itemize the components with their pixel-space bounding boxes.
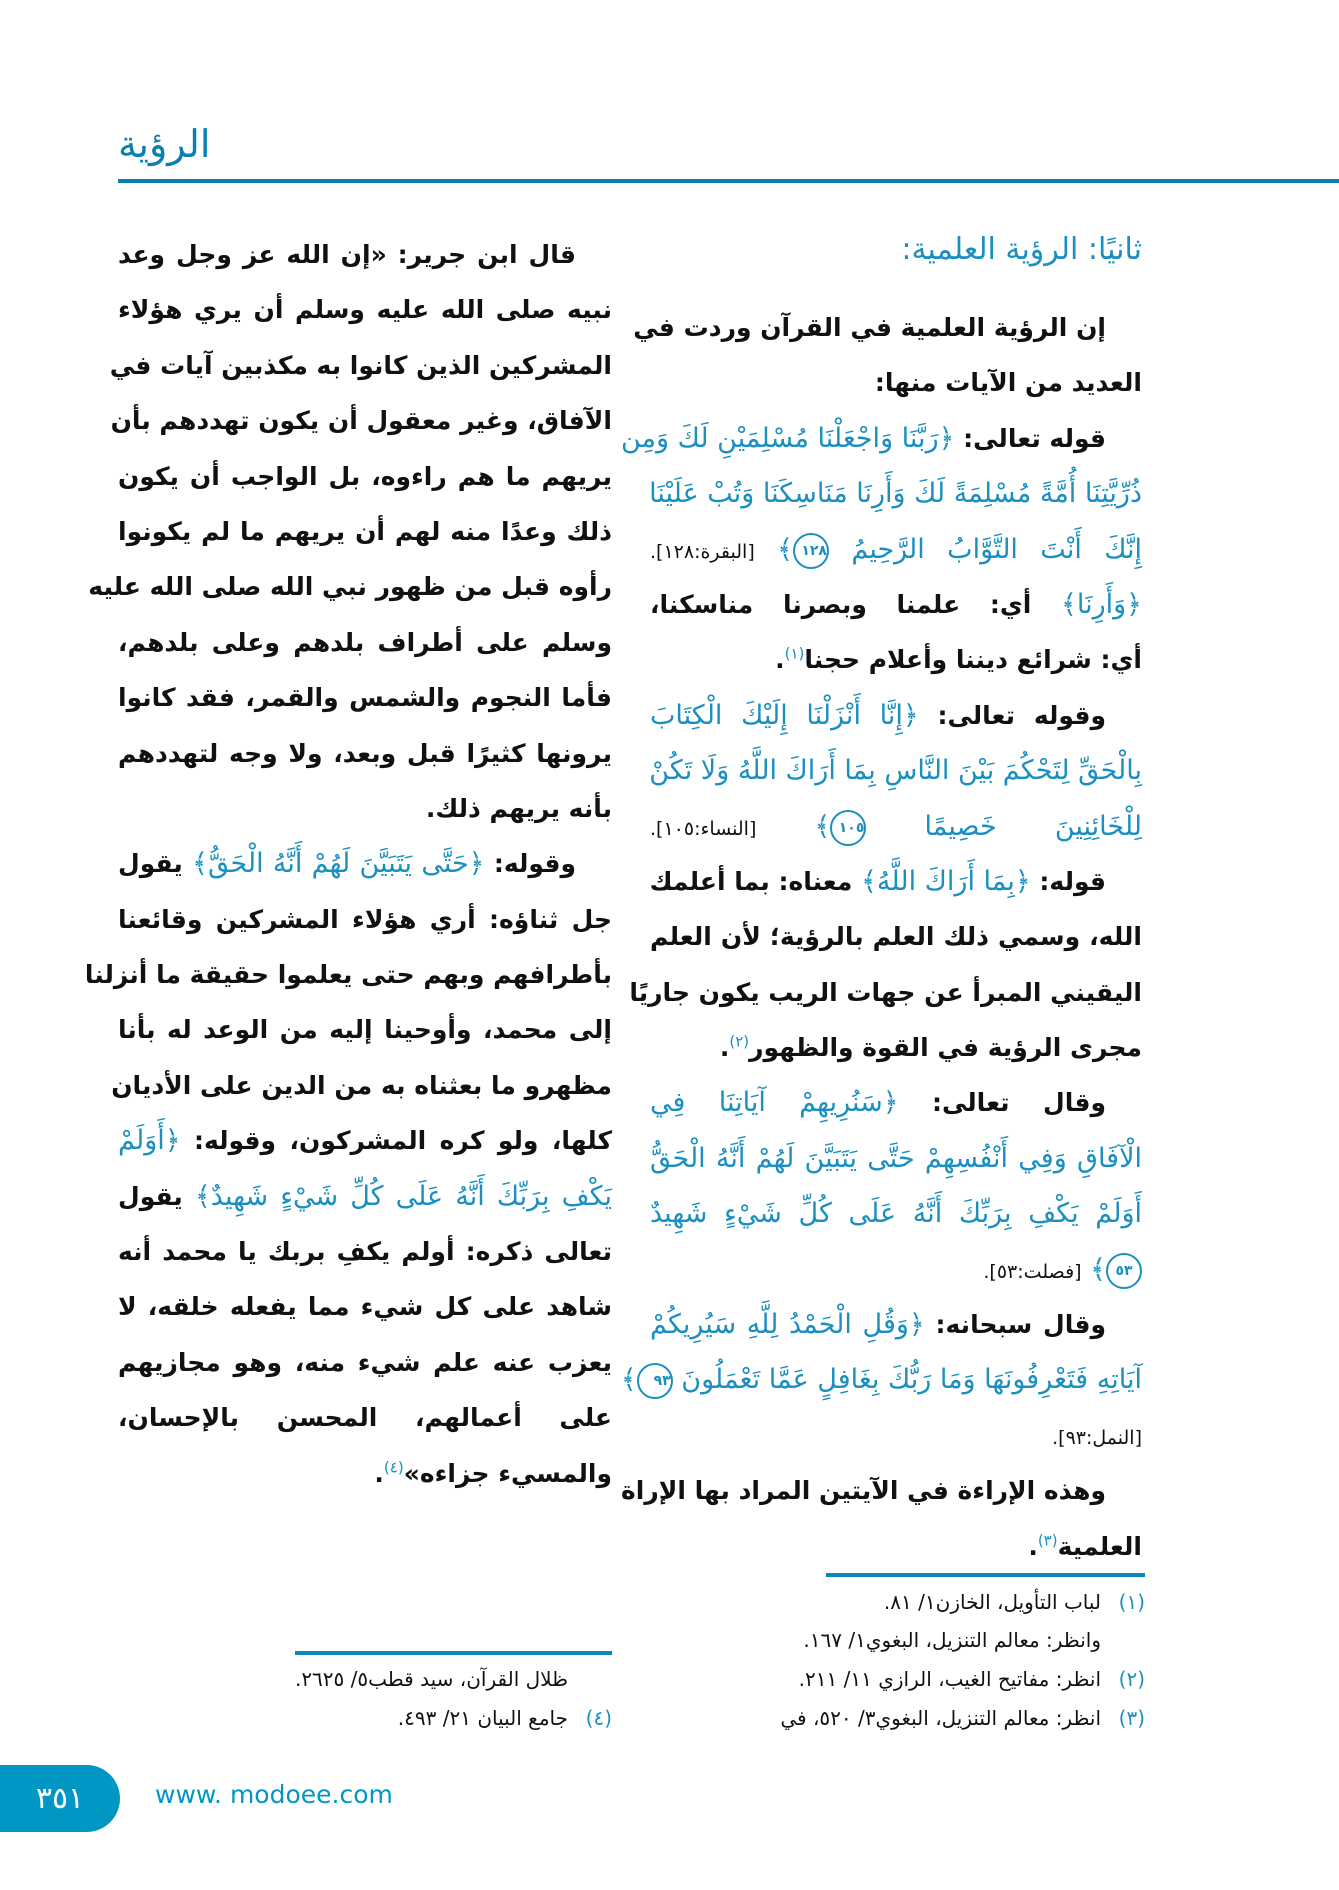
quran-verse: ﴾: [1081, 1253, 1106, 1285]
quran-verse: لِلْخَائِنِينَ خَصِيمًا: [866, 810, 1142, 842]
footnote-marker[interactable]: (٤): [383, 1458, 404, 1477]
text-line: [629, 965, 1142, 1020]
quran-verse: ﴿وَقُلِ الْحَمْدُ لِلَّهِ سَيُرِيكُمْ: [650, 1309, 925, 1341]
text-line: [118, 1113, 612, 1168]
ayah-number: ١٠٥: [830, 810, 866, 846]
footnote: [884, 1590, 1145, 1614]
quran-verse: ذُرِّيَّتِنَا أُمَّةً مُسْلِمَةً لَكَ وَأَرِنَا مَنَاسِكَنَا وَتُبْ عَلَيْنَا: [649, 478, 1142, 510]
quran-verse: ﴿أَوَلَمْ: [118, 1125, 181, 1157]
text-line: [118, 282, 612, 337]
text-segment: قوله تعالى:: [954, 423, 1106, 453]
text-line: [118, 836, 612, 891]
quran-verse: ﴿وَأَرِنَا﴾: [1061, 588, 1142, 620]
quran-verse: يَكْفِ بِرَبِّكَ أَنَّهُ عَلَى كُلِّ شَيْءٍ شَهِيدٌ﴾: [194, 1180, 612, 1212]
text-line: [633, 300, 1142, 355]
footnote-rule-right: [826, 1573, 1145, 1577]
quran-verse: ﴿إِنَّا أَنْزَلْنَا إِلَيْكَ الْكِتَابَ: [650, 699, 919, 731]
quran-verse: ﴿بِمَا أَرَاكَ اللَّهُ﴾: [861, 865, 1031, 897]
text-segment: أي: علمنا وبصرنا مناسكنا،: [650, 589, 1062, 619]
footnote-number: (٣): [1118, 1706, 1145, 1730]
text-segment: .: [719, 1033, 730, 1063]
text-line: [118, 726, 612, 781]
left-column-text: [84, 227, 612, 1501]
verse-reference: [البقرة:١٢٨].: [650, 540, 755, 563]
text-segment: نبيه صلى الله عليه وسلم أن يري هؤلاء: [118, 295, 612, 325]
text-segment: العديد من الآيات منها:: [874, 368, 1142, 398]
quran-verse: ﴿سَنُرِيهِمْ آيَاتِنَا فِي: [650, 1087, 899, 1119]
text-segment: وقال تعالى:: [898, 1088, 1106, 1118]
footnote-marker[interactable]: (٣): [1037, 1531, 1058, 1550]
text-line: [118, 670, 612, 725]
text-segment: على أعمالهم، المحسن بالإحسان،: [118, 1403, 612, 1433]
text-line: [650, 1297, 1142, 1352]
text-line: [118, 615, 612, 670]
text-line: [118, 227, 612, 282]
text-line: [118, 1335, 612, 1390]
text-line: [118, 1390, 612, 1445]
text-segment: وسلم على أطراف بلدهم وعلى بلدهم،: [118, 627, 612, 657]
text-segment: وهذه الإراءة في الآيتين المراد بها الإراة: [621, 1476, 1106, 1506]
text-line: [118, 449, 612, 504]
text-segment: يقول: [118, 1181, 195, 1211]
text-segment: جل ثناؤه: أري هؤلاء المشركين وقائعنا: [118, 904, 612, 934]
footnote: [799, 1667, 1145, 1691]
website-link[interactable]: www. modoee.com: [155, 1780, 393, 1809]
text-segment: إن الرؤية العلمية في القرآن وردت في: [633, 313, 1106, 342]
text-segment: قال ابن جرير: «إن الله عز وجل وعد: [118, 240, 576, 269]
text-segment: أي: شرائع ديننا وأعلام حجنا: [804, 645, 1142, 675]
footnote: [780, 1706, 1145, 1730]
footnote-text: انظر: مفاتيح الغيب، الرازي ١١/ ٢١١.: [798, 1667, 1101, 1691]
text-line: [650, 1075, 1142, 1130]
text-line: [620, 411, 1142, 466]
quran-verse: إِنَّكَ أَنْتَ التَّوَّابُ الرَّحِيمُ: [828, 533, 1142, 565]
footnote-marker[interactable]: (١): [784, 645, 805, 664]
quran-verse: ﴿رَبَّنَا وَاجْعَلْنَا مُسْلِمَيْنِ لَكَ وَمِن: [620, 422, 955, 454]
text-line: [650, 632, 1142, 687]
text-line: [88, 559, 612, 614]
quran-verse: بِالْحَقِّ لِتَحْكُمَ بَيْنَ النَّاسِ بِمَا أَرَاكَ اللَّهُ وَلَا تَكُنْ: [649, 755, 1142, 787]
quran-verse: ﴾: [620, 1364, 637, 1396]
footnote-rule-left: [295, 1651, 612, 1655]
text-line: [650, 799, 1142, 854]
text-segment: يريهم ما هم راءوه، بل الواجب أن يكون: [118, 461, 612, 491]
ayah-number: ١٢٨: [793, 533, 829, 569]
text-segment: يقول: [118, 849, 193, 879]
text-line: [620, 1352, 1142, 1407]
text-line: [118, 1446, 612, 1501]
ayah-number: ٩٣: [637, 1363, 673, 1399]
text-line: [118, 892, 612, 947]
text-segment: المشركين الذين كانوا به مكذبين آيات في: [109, 350, 612, 380]
text-segment: والمسيء جزاءه»: [403, 1458, 612, 1488]
text-segment: ذلك وعدًا منه لهم أن يريهم ما لم يكونوا: [118, 516, 612, 546]
text-line: [84, 947, 612, 1002]
text-line: [650, 1186, 1142, 1241]
right-column-text: [620, 300, 1142, 1574]
footnote: [295, 1667, 612, 1691]
text-line: [110, 393, 612, 448]
text-line: [650, 1408, 1142, 1463]
text-segment: شاهد على كل شيء مما يفعله خلقه، لا: [118, 1292, 612, 1322]
header-divider: [118, 179, 1339, 183]
text-line: [118, 1279, 612, 1334]
text-segment: بأنه يريهم ذلك.: [425, 793, 612, 823]
text-segment: اليقيني المبرأ عن جهات الريب يكون جاريًا: [629, 977, 1142, 1007]
text-line: [650, 1242, 1142, 1297]
footnote-text: وانظر: معالم التنزيل، البغوي١/ ١٦٧.: [803, 1628, 1101, 1652]
footnote-number: (١): [1118, 1590, 1145, 1614]
text-segment: .: [775, 645, 785, 675]
verse-reference: [النساء:١٠٥].: [650, 817, 757, 840]
text-segment: وقوله تعالى:: [918, 700, 1106, 730]
section-heading: ثانيًا: الرؤية العلمية:: [901, 232, 1142, 267]
text-line: [109, 338, 612, 393]
text-line: [118, 504, 612, 559]
footnote-text: لباب التأويل، الخازن١/ ٨١.: [883, 1590, 1101, 1614]
quran-verse: أَوَلَمْ يَكْفِ بِرَبِّكَ أَنَّهُ عَلَى كُلِّ شَيْءٍ شَهِيدٌ: [650, 1198, 1142, 1230]
text-line: [650, 1519, 1142, 1574]
footnote: [398, 1706, 612, 1730]
text-segment: معناه: بما أعلمك: [649, 866, 862, 896]
text-line: [650, 854, 1142, 909]
text-segment: إلى محمد، وأوحينا إليه من الوعد له بأنا: [118, 1015, 612, 1045]
text-line: [650, 743, 1142, 798]
footnote-number: (٤): [585, 1706, 612, 1730]
text-segment: بأطرافهم وبهم حتى يعلموا حقيقة ما أنزلنا: [84, 960, 612, 990]
text-line: [650, 909, 1142, 964]
quran-verse: ﴾: [754, 533, 793, 565]
running-header-title: الرؤية: [118, 122, 211, 166]
text-line: [650, 522, 1142, 577]
ayah-number: ٥٣: [1106, 1253, 1142, 1289]
text-line: [118, 1002, 612, 1057]
text-line: [111, 1058, 612, 1113]
footnote-text: جامع البيان ٢١/ ٤٩٣.: [397, 1706, 568, 1730]
page-number-badge: ٣٥١: [0, 1765, 120, 1832]
text-segment: مجرى الرؤية في القوة والظهور: [749, 1033, 1142, 1063]
text-segment: الله، وسمي ذلك العلم بالرؤية؛ لأن العلم: [650, 922, 1142, 952]
text-segment: رأوه قبل من ظهور نبي الله صلى الله عليه: [88, 572, 612, 602]
verse-reference: [فصلت:٥٣].: [983, 1260, 1082, 1283]
text-line: [118, 781, 612, 836]
text-line: [118, 1224, 612, 1279]
text-segment: فأما النجوم والشمس والقمر، فقد كانوا: [118, 683, 612, 713]
text-segment: وقال سبحانه:: [924, 1310, 1107, 1340]
text-line: [621, 1463, 1142, 1518]
verse-reference: [النمل:٩٣].: [1052, 1426, 1142, 1449]
text-segment: مظهرو ما بعثناه به من الدين على الأديان: [111, 1070, 612, 1100]
text-segment: يعزب عنه علم شيء منه، وهو مجازيهم: [118, 1347, 612, 1377]
quran-verse: ﴾: [756, 810, 831, 842]
text-segment: العلمية: [1057, 1531, 1142, 1561]
footnote-number: (٢): [1118, 1667, 1145, 1691]
text-segment: قوله:: [1030, 866, 1106, 896]
text-line: [650, 355, 1142, 410]
text-segment: يرونها كثيرًا قبل وبعد، ولا وجه لتهددهم: [118, 738, 612, 768]
text-line: [118, 1169, 612, 1224]
quran-verse: الْآفَاقِ وَفِي أَنْفُسِهِمْ حَتَّى يَتَبَيَّنَ لَهُمْ أَنَّهُ الْحَقُّ: [650, 1142, 1142, 1174]
text-line: [650, 466, 1142, 521]
footnote-text: ظلال القرآن، سيد قطب٥/ ٢٦٢٥.: [294, 1667, 568, 1691]
footnote: [803, 1628, 1145, 1652]
quran-verse: آيَاتِهِ فَتَعْرِفُونَهَا وَمَا رَبُّكَ بِغَافِلٍ عَمَّا تَعْمَلُونَ: [672, 1364, 1142, 1396]
quran-verse: ﴿حَتَّى يَتَبَيَّنَ لَهُمْ أَنَّهُ الْحَقُّ﴾: [192, 848, 485, 880]
text-segment: .: [1028, 1531, 1038, 1561]
text-line: [650, 577, 1142, 632]
footnote-text: انظر: معالم التنزيل، البغوي٣/ ٥٢٠، في: [780, 1706, 1101, 1730]
footnote-marker[interactable]: (٢): [729, 1032, 750, 1051]
text-segment: الآفاق، وغير معقول أن يكون تهددهم بأن: [110, 406, 612, 436]
text-segment: كلها، ولو كره المشركون، وقوله:: [180, 1126, 612, 1156]
text-segment: تعالى ذكره: أولم يكفِ بربك يا محمد أنه: [118, 1237, 612, 1267]
text-line: [650, 688, 1142, 743]
text-segment: .: [374, 1458, 384, 1488]
text-segment: وقوله:: [484, 849, 576, 879]
text-line: [650, 1131, 1142, 1186]
text-line: [650, 1020, 1142, 1075]
